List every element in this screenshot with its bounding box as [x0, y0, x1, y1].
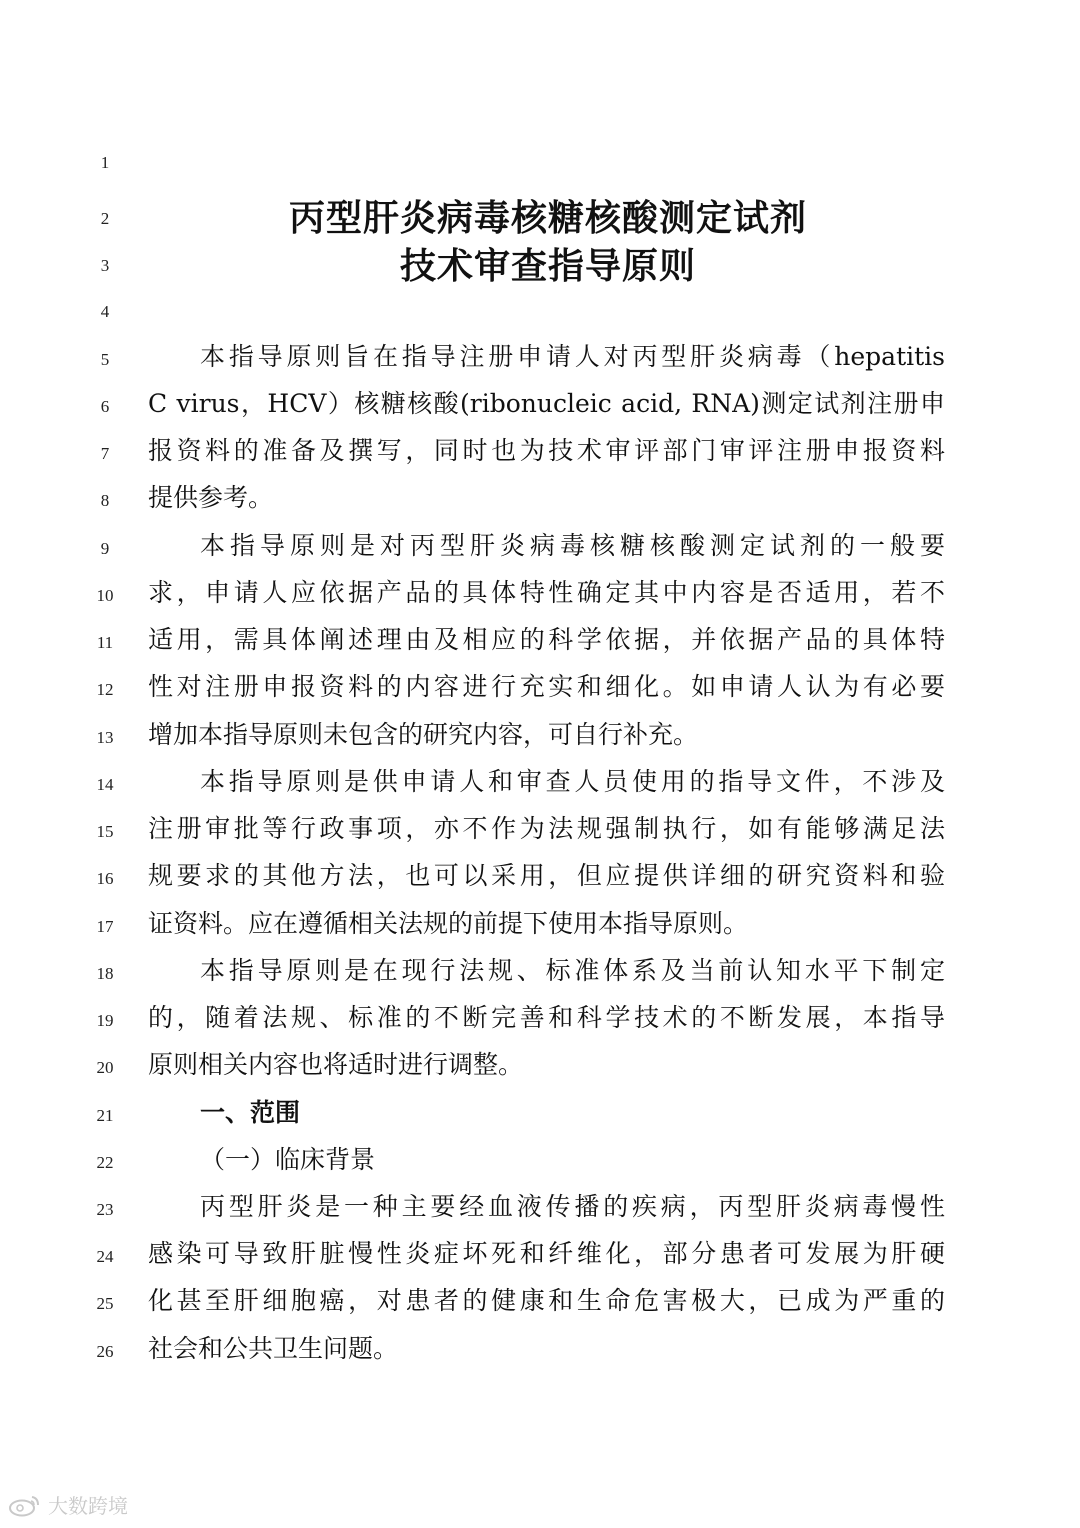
body-line: 本指导原则旨在指导注册申请人对丙型肝炎病毒（hepatitis [200, 342, 945, 371]
body-line: 提供参考。 [148, 483, 274, 512]
body-line: 注册审批等行政事项，亦不作为法规强制执行，如有能够满足法 [148, 814, 945, 843]
body-line: 适用，需具体阐述理由及相应的科学依据，并依据产品的具体特 [148, 625, 945, 654]
line-number: 10 [96, 586, 114, 605]
line-number: 14 [96, 775, 114, 794]
line-number: 6 [100, 397, 110, 416]
line-number: 12 [96, 680, 114, 699]
line-number: 3 [100, 256, 110, 275]
body-line: 化甚至肝细胞癌，对患者的健康和生命危害极大，已成为严重的 [148, 1286, 945, 1315]
line-number: 17 [96, 917, 114, 936]
line-number: 16 [96, 869, 114, 888]
line-number: 19 [96, 1011, 114, 1030]
body-line: 求，申请人应依据产品的具体特性确定其中内容是否适用，若不 [148, 578, 945, 607]
body-line: 性对注册申报资料的内容进行充实和细化。如申请人认为有必要 [148, 672, 945, 701]
line-number: 11 [96, 633, 114, 652]
line-number: 13 [96, 728, 114, 747]
line-number: 7 [100, 444, 110, 463]
line-number: 15 [96, 822, 114, 841]
body-line: 报资料的准备及撰写，同时也为技术审评部门审评注册申报资料 [148, 436, 945, 465]
body-line: 本指导原则是在现行法规、标准体系及当前认知水平下制定 [200, 956, 945, 985]
body-line: 规要求的其他方法，也可以采用，但应提供详细的研究资料和验 [148, 861, 945, 890]
page-title-line-1: 丙型肝炎病毒核糖核酸测定试剂 [288, 198, 807, 239]
body-line: 本指导原则是对丙型肝炎病毒核糖核酸测定试剂的一般要 [200, 531, 945, 560]
line-number: 21 [96, 1106, 114, 1125]
line-number: 18 [96, 964, 114, 983]
line-number: 22 [96, 1153, 114, 1172]
body-line: 本指导原则是供申请人和审查人员使用的指导文件，不涉及 [200, 767, 945, 796]
line-number: 1 [100, 153, 110, 172]
watermark-text: 大数跨境 [48, 1494, 128, 1518]
line-number: 5 [100, 350, 110, 369]
body-line: 社会和公共卫生问题。 [148, 1334, 399, 1363]
line-number: 4 [100, 302, 110, 321]
line-number: 2 [100, 209, 110, 228]
body-line: 感染可导致肝脏慢性炎症坏死和纤维化，部分患者可发展为肝硬 [148, 1239, 945, 1268]
body-line: 原则相关内容也将适时进行调整。 [148, 1050, 524, 1079]
body-line: 丙型肝炎是一种主要经血液传播的疾病，丙型肝炎病毒慢性 [200, 1192, 945, 1221]
page-title-line-2: 技术审查指导原则 [399, 246, 696, 287]
subsection-heading: （一）临床背景 [200, 1145, 376, 1174]
line-number: 9 [100, 539, 110, 558]
line-number: 20 [96, 1058, 114, 1077]
watermark [8, 1490, 128, 1519]
weibo-logo-icon [8, 1493, 42, 1517]
body-line: 证资料。应在遵循相关法规的前提下使用本指导原则。 [148, 909, 749, 938]
body-line: 的，随着法规、标准的不断完善和科学技术的不断发展，本指导 [148, 1003, 945, 1032]
line-number: 26 [96, 1342, 114, 1361]
line-number: 24 [96, 1247, 114, 1266]
line-number: 23 [96, 1200, 114, 1219]
body-line: 增加本指导原则未包含的研究内容，可自行补充。 [148, 720, 699, 749]
body-line: C virus，HCV）核糖核酸(ribonucleic acid, RNA)测定试剂注册申 [148, 389, 945, 418]
section-heading: 一、范围 [200, 1098, 301, 1127]
line-number: 8 [100, 491, 110, 510]
line-number: 25 [96, 1294, 114, 1313]
